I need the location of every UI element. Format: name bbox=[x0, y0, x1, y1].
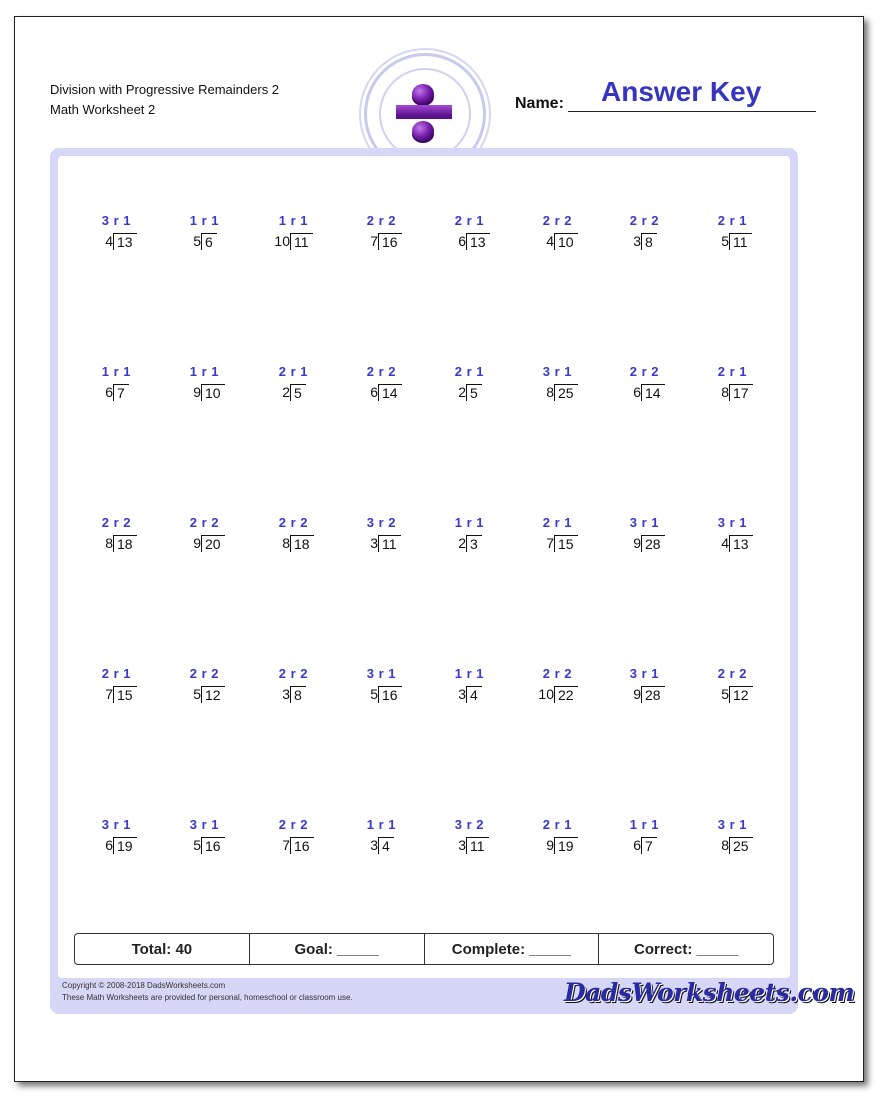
problem-divisor: 7 bbox=[105, 686, 113, 702]
problem-divisor: 6 bbox=[458, 233, 466, 249]
worksheet-title-line1: Division with Progressive Remainders 2 bbox=[50, 82, 280, 97]
problem-answer: 2 r 2 bbox=[542, 666, 572, 681]
problem-answer: 2 r 1 bbox=[278, 364, 308, 379]
problem-answer: 2 r 1 bbox=[454, 213, 484, 228]
problem-answer: 2 r 2 bbox=[278, 666, 308, 681]
problem-dividend: 7 bbox=[113, 384, 129, 401]
problem-dividend: 16 bbox=[378, 686, 402, 703]
problem-divisor: 9 bbox=[633, 535, 641, 551]
division-problem bbox=[516, 213, 576, 253]
problem-answer: 2 r 2 bbox=[366, 364, 396, 379]
problem-divisor: 3 bbox=[282, 686, 290, 702]
problem-divisor: 7 bbox=[282, 837, 290, 853]
problem-divisor: 5 bbox=[193, 686, 201, 702]
problem-answer: 1 r 1 bbox=[366, 817, 396, 832]
problem-answer: 3 r 1 bbox=[366, 666, 396, 681]
problem-divisor: 5 bbox=[193, 837, 201, 853]
problem-divisor: 10 bbox=[274, 233, 290, 249]
problem-answer: 3 r 1 bbox=[542, 364, 572, 379]
division-problem bbox=[603, 817, 663, 857]
problem-answer: 3 r 1 bbox=[101, 817, 131, 832]
problem-divisor: 9 bbox=[193, 535, 201, 551]
problem-divisor: 2 bbox=[458, 535, 466, 551]
division-problem bbox=[428, 515, 488, 555]
division-problem bbox=[603, 666, 663, 706]
problem-answer: 1 r 1 bbox=[454, 515, 484, 530]
problem-dividend: 19 bbox=[113, 837, 137, 854]
problem-divisor: 5 bbox=[721, 233, 729, 249]
division-problem bbox=[163, 817, 223, 857]
division-problem bbox=[603, 364, 663, 404]
footer-text bbox=[62, 980, 353, 1004]
problem-dividend: 28 bbox=[641, 535, 665, 552]
division-problem bbox=[340, 515, 400, 555]
problem-dividend: 16 bbox=[378, 233, 402, 250]
problem-dividend: 3 bbox=[466, 535, 482, 552]
name-label: Name: bbox=[515, 95, 564, 112]
problem-answer: 2 r 1 bbox=[717, 213, 747, 228]
division-problem bbox=[691, 817, 751, 857]
problem-dividend: 12 bbox=[201, 686, 225, 703]
problem-dividend: 10 bbox=[201, 384, 225, 401]
problem-dividend: 28 bbox=[641, 686, 665, 703]
problem-answer: 2 r 2 bbox=[629, 213, 659, 228]
problem-dividend: 20 bbox=[201, 535, 225, 552]
problem-divisor: 3 bbox=[458, 686, 466, 702]
division-problem bbox=[252, 213, 312, 253]
problem-divisor: 9 bbox=[546, 837, 554, 853]
problem-dividend: 25 bbox=[729, 837, 753, 854]
problem-answer: 1 r 1 bbox=[189, 213, 219, 228]
problem-answer: 2 r 2 bbox=[629, 364, 659, 379]
name-underline bbox=[568, 111, 816, 112]
problem-answer: 3 r 1 bbox=[717, 515, 747, 530]
problem-dividend: 10 bbox=[554, 233, 578, 250]
problem-dividend: 13 bbox=[113, 233, 137, 250]
problem-divisor: 9 bbox=[633, 686, 641, 702]
problem-divisor: 8 bbox=[546, 384, 554, 400]
division-problem bbox=[603, 515, 663, 555]
problem-dividend: 16 bbox=[201, 837, 225, 854]
division-problem bbox=[252, 515, 312, 555]
problem-answer: 3 r 2 bbox=[454, 817, 484, 832]
brand-logo: DadsWorksheets.com bbox=[564, 978, 855, 1007]
problem-divisor: 9 bbox=[193, 384, 201, 400]
problem-dividend: 14 bbox=[641, 384, 665, 401]
problem-answer: 1 r 1 bbox=[278, 213, 308, 228]
answer-key-label: Answer Key bbox=[601, 76, 762, 107]
division-problem bbox=[516, 515, 576, 555]
problem-dividend: 15 bbox=[554, 535, 578, 552]
division-problem bbox=[340, 817, 400, 857]
problem-divisor: 10 bbox=[538, 686, 554, 702]
problem-dividend: 8 bbox=[641, 233, 657, 250]
division-problem bbox=[75, 817, 135, 857]
division-problem bbox=[252, 364, 312, 404]
problem-divisor: 5 bbox=[193, 233, 201, 249]
problem-answer: 1 r 1 bbox=[454, 666, 484, 681]
problem-answer: 3 r 1 bbox=[629, 666, 659, 681]
division-problem bbox=[516, 666, 576, 706]
division-problem bbox=[691, 213, 751, 253]
score-complete: Complete: _____ bbox=[425, 934, 600, 964]
score-bar bbox=[74, 933, 774, 965]
division-problem bbox=[691, 364, 751, 404]
problem-dividend: 18 bbox=[113, 535, 137, 552]
problem-dividend: 12 bbox=[729, 686, 753, 703]
problem-dividend: 11 bbox=[290, 233, 313, 250]
problem-answer: 2 r 2 bbox=[189, 515, 219, 530]
problem-dividend: 7 bbox=[641, 837, 657, 854]
problem-answer: 1 r 1 bbox=[189, 364, 219, 379]
problem-divisor: 2 bbox=[282, 384, 290, 400]
problem-dividend: 25 bbox=[554, 384, 578, 401]
problem-dividend: 14 bbox=[378, 384, 402, 401]
problem-divisor: 6 bbox=[105, 837, 113, 853]
problem-divisor: 7 bbox=[370, 233, 378, 249]
problem-divisor: 6 bbox=[105, 384, 113, 400]
problem-divisor: 8 bbox=[282, 535, 290, 551]
problem-answer: 3 r 1 bbox=[189, 817, 219, 832]
problem-answer: 3 r 2 bbox=[366, 515, 396, 530]
problem-divisor: 4 bbox=[721, 535, 729, 551]
problem-divisor: 5 bbox=[721, 686, 729, 702]
division-problem bbox=[75, 666, 135, 706]
division-problem bbox=[428, 817, 488, 857]
problem-divisor: 6 bbox=[370, 384, 378, 400]
problem-dividend: 19 bbox=[554, 837, 578, 854]
problem-answer: 2 r 2 bbox=[278, 515, 308, 530]
problem-dividend: 22 bbox=[554, 686, 578, 703]
division-problem bbox=[516, 364, 576, 404]
problem-divisor: 4 bbox=[546, 233, 554, 249]
division-problem bbox=[75, 213, 135, 253]
problem-answer: 2 r 1 bbox=[454, 364, 484, 379]
problem-answer: 2 r 2 bbox=[278, 817, 308, 832]
division-problem bbox=[603, 213, 663, 253]
division-problem bbox=[428, 213, 488, 253]
problem-dividend: 18 bbox=[290, 535, 314, 552]
problem-dividend: 5 bbox=[466, 384, 482, 401]
division-problem bbox=[163, 515, 223, 555]
division-problem bbox=[428, 364, 488, 404]
problem-answer: 2 r 2 bbox=[189, 666, 219, 681]
division-problem bbox=[75, 364, 135, 404]
division-problem bbox=[428, 666, 488, 706]
problem-divisor: 6 bbox=[633, 384, 641, 400]
problem-dividend: 4 bbox=[378, 837, 394, 854]
problem-answer: 3 r 1 bbox=[717, 817, 747, 832]
problem-divisor: 3 bbox=[458, 837, 466, 853]
division-problem bbox=[340, 364, 400, 404]
problem-divisor: 3 bbox=[633, 233, 641, 249]
worksheet-title-line2: Math Worksheet 2 bbox=[50, 102, 156, 117]
problem-dividend: 16 bbox=[290, 837, 314, 854]
problem-divisor: 2 bbox=[458, 384, 466, 400]
problem-answer: 2 r 1 bbox=[101, 666, 131, 681]
division-problem bbox=[691, 515, 751, 555]
division-problem bbox=[252, 817, 312, 857]
problem-divisor: 8 bbox=[721, 837, 729, 853]
problem-dividend: 5 bbox=[290, 384, 306, 401]
problem-dividend: 11 bbox=[729, 233, 752, 250]
score-total: Total: 40 bbox=[75, 934, 250, 964]
score-correct: Correct: _____ bbox=[634, 940, 739, 958]
problem-dividend: 17 bbox=[729, 384, 753, 401]
problem-answer: 2 r 2 bbox=[101, 515, 131, 530]
problem-answer: 2 r 1 bbox=[542, 515, 572, 530]
division-problem bbox=[75, 515, 135, 555]
problem-dividend: 8 bbox=[290, 686, 306, 703]
problem-divisor: 6 bbox=[633, 837, 641, 853]
problem-answer: 2 r 1 bbox=[542, 817, 572, 832]
division-problem bbox=[163, 213, 223, 253]
problem-answer: 2 r 2 bbox=[717, 666, 747, 681]
division-problem bbox=[340, 213, 400, 253]
problem-answer: 2 r 2 bbox=[542, 213, 572, 228]
problem-answer: 1 r 1 bbox=[101, 364, 131, 379]
problem-dividend: 6 bbox=[201, 233, 217, 250]
problem-dividend: 15 bbox=[113, 686, 137, 703]
problem-dividend: 11 bbox=[378, 535, 401, 552]
problem-divisor: 7 bbox=[546, 535, 554, 551]
score-goal: Goal: _____ bbox=[250, 934, 425, 964]
problem-divisor: 8 bbox=[105, 535, 113, 551]
problem-answer: 1 r 1 bbox=[629, 817, 659, 832]
problem-divisor: 4 bbox=[105, 233, 113, 249]
division-problem bbox=[163, 364, 223, 404]
problem-dividend: 4 bbox=[466, 686, 482, 703]
problem-answer: 2 r 2 bbox=[366, 213, 396, 228]
problem-divisor: 3 bbox=[370, 535, 378, 551]
problem-answer: 2 r 1 bbox=[717, 364, 747, 379]
copyright-text: Copyright © 2008-2018 DadsWorksheets.com bbox=[62, 981, 226, 990]
problem-dividend: 13 bbox=[729, 535, 753, 552]
problem-divisor: 8 bbox=[721, 384, 729, 400]
division-problem bbox=[691, 666, 751, 706]
division-problem bbox=[516, 817, 576, 857]
problem-dividend: 13 bbox=[466, 233, 490, 250]
division-problem bbox=[252, 666, 312, 706]
problem-answer: 3 r 1 bbox=[101, 213, 131, 228]
problem-divisor: 5 bbox=[370, 686, 378, 702]
division-problem bbox=[340, 666, 400, 706]
usage-notice: These Math Worksheets are provided for personal, homeschool or classroom use. bbox=[62, 993, 353, 1002]
problem-answer: 3 r 1 bbox=[629, 515, 659, 530]
problem-dividend: 11 bbox=[466, 837, 489, 854]
worksheet-title bbox=[50, 80, 279, 120]
problem-divisor: 3 bbox=[370, 837, 378, 853]
division-problem bbox=[163, 666, 223, 706]
